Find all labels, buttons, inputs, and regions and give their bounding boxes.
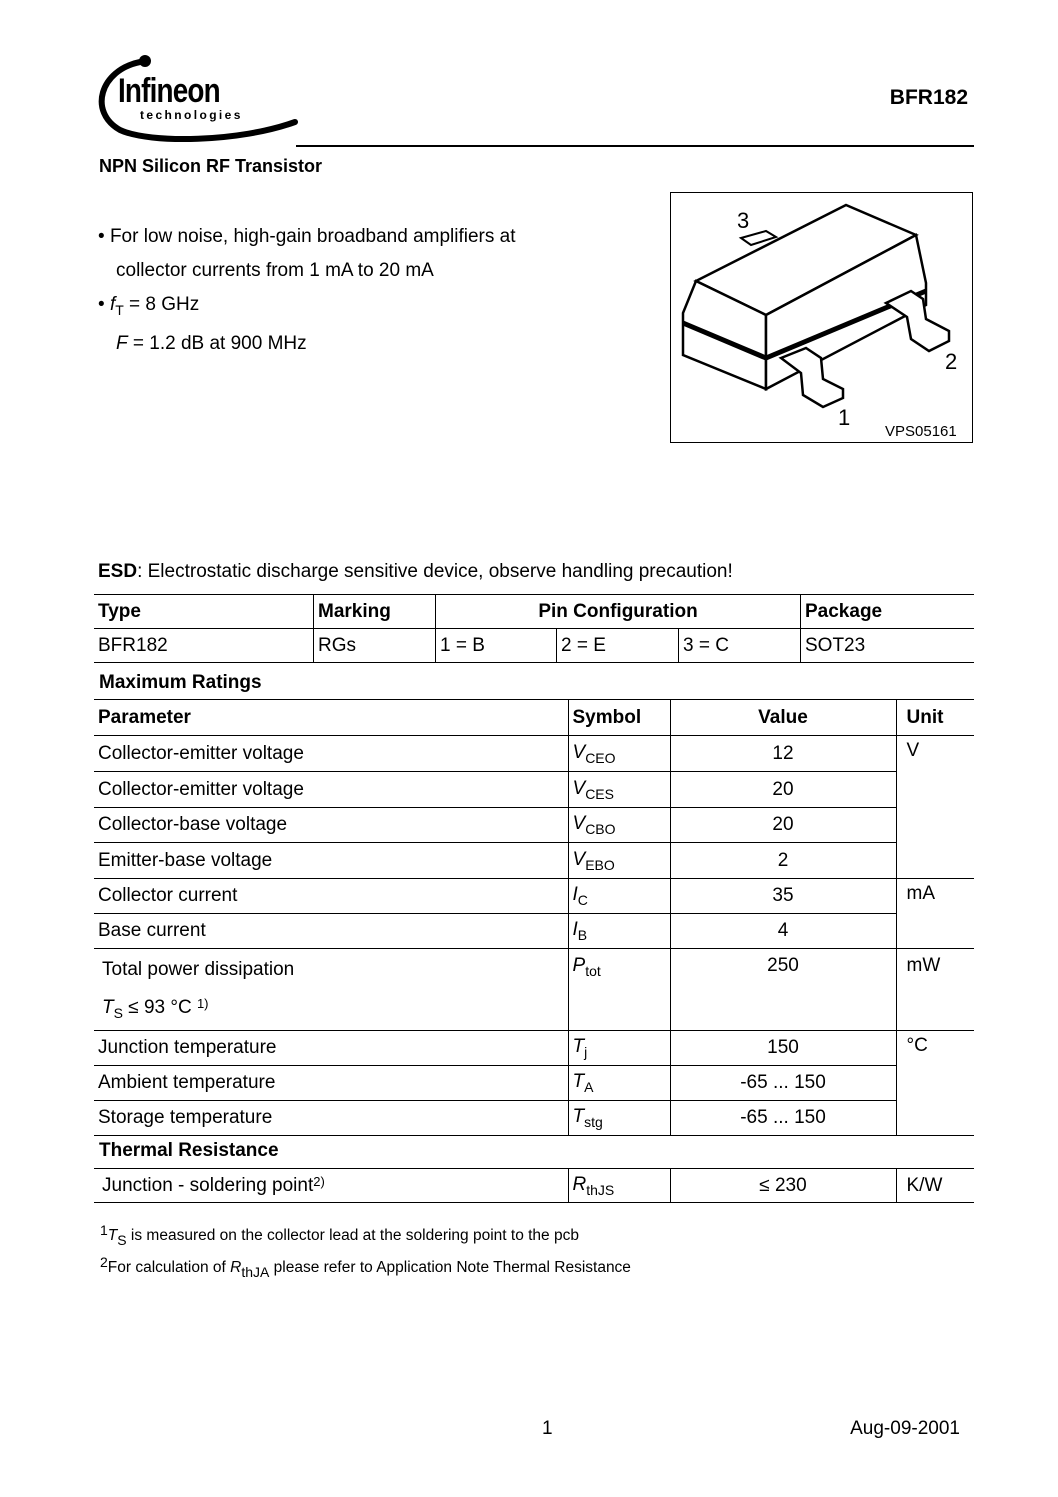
pin2-cell: 2 = E <box>557 629 679 663</box>
table-row: Storage temperature $T_{stg}$ -65 ... 150 <box>94 1101 974 1136</box>
pin3-label: 3 <box>737 208 750 233</box>
table-row: Collector-base voltage $V_{CBO}$ 20 <box>94 808 974 843</box>
table-row: Junction - soldering point$^{2)}$ $R_{thJS}$ ≤ 230 K/W <box>94 1169 974 1203</box>
max-ratings-table <box>94 699 974 1136</box>
max-ratings-title: Maximum Ratings <box>99 672 262 693</box>
package-cell: SOT23 <box>805 634 866 656</box>
table-row: Emitter-base voltage $V_{EBO}$ 2 <box>94 843 974 879</box>
esd-warning: ESD: Electrostatic discharge sensitive device, observe handling precaution! <box>98 561 733 582</box>
feature-item: • $f_T = 8$ GHz <box>98 294 200 318</box>
logo-wordmark: Infineon <box>118 72 220 110</box>
pin3-cell: 3 = C <box>679 629 801 663</box>
pin2-label: 2 <box>945 349 958 374</box>
type-header: Type <box>94 595 314 629</box>
parameter-header: Parameter <box>94 700 568 736</box>
table-row: Collector-emitter voltage $V_{CES}$ 20 <box>94 772 974 808</box>
symbol-header: Symbol <box>568 700 670 736</box>
value-header: Value <box>670 700 896 736</box>
table-row: Collector-emitter voltage $V_{CEO}$ 12 V <box>94 736 974 772</box>
page-number: 1 <box>542 1418 553 1439</box>
type-cell: BFR182 <box>94 629 314 663</box>
unit-header: Unit <box>906 706 944 728</box>
document-subtitle: NPN Silicon RF Transistor <box>99 156 323 176</box>
drawing-code: VPS05161 <box>885 423 957 440</box>
pin-config-header: Pin Configuration <box>436 595 801 629</box>
type-table <box>94 594 974 663</box>
table-row: Total power dissipation $T_S \le 93$ °C $^{1)}$ $P_{tot}$ 250 mW <box>94 949 974 1031</box>
pin1-cell: 1 = B <box>436 629 557 663</box>
package-header: Package <box>805 600 883 622</box>
pin1-label: 1 <box>838 405 851 430</box>
feature-item-cont: collector currents from 1 mA to 20 mA <box>116 260 434 281</box>
package-drawing <box>670 192 973 443</box>
thermal-title: Thermal Resistance <box>99 1140 279 1161</box>
header-rule <box>296 145 974 147</box>
footnote-2: $^2$For calculation of $R_{thJA}$ please refer to Application Note Thermal Resistance <box>100 1254 631 1280</box>
logo-subtext: technologies <box>140 108 243 122</box>
table-row: Collector current $I_C$ 35 mA <box>94 879 974 914</box>
feature-list <box>98 220 516 361</box>
part-number: BFR182 <box>889 86 968 109</box>
table-row: Ambient temperature $T_A$ -65 ... 150 <box>94 1066 974 1101</box>
sot23-package-illustration <box>671 193 972 442</box>
table-row: Base current $I_B$ 4 <box>94 914 974 949</box>
document-date: Aug-09-2001 <box>850 1418 960 1439</box>
thermal-table <box>94 1168 974 1203</box>
marking-cell: RGs <box>314 629 436 663</box>
footnote-1: $^1T_S$ is measured on the collector lead at the soldering point to the pcb <box>100 1222 579 1248</box>
table-row: Junction temperature $T_j$ 150 °C <box>94 1031 974 1066</box>
feature-item-cont: F = 1.2 dB at 900 MHz <box>116 333 307 354</box>
marking-header: Marking <box>314 595 436 629</box>
feature-item: • For low noise, high-gain broadband amplifiers at <box>98 226 516 247</box>
